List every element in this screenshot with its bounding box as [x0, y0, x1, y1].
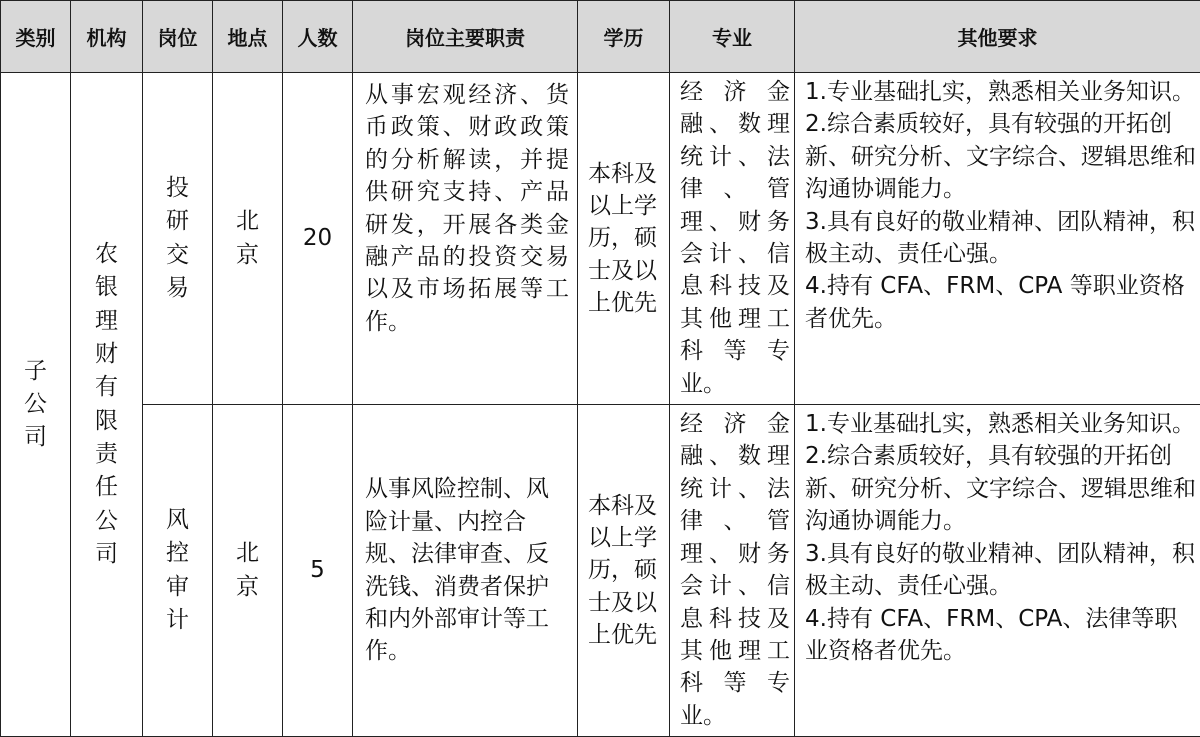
major-cell: 经济金融、数理统计、法律、管理、财务会计、信息科技及其他理工科等专业。 — [670, 405, 795, 737]
category-value: 子公司 — [23, 355, 47, 455]
category-cell — [1, 73, 71, 737]
requirement-item: 2.综合素质较好，具有较强的开拓创新、研究分析、文字综合、逻辑思维和沟通协调能力。 — [805, 440, 1196, 537]
institution-cell — [71, 73, 143, 737]
header-other: 其他要求 — [795, 1, 1200, 73]
header-position: 岗位 — [143, 1, 213, 73]
requirement-item: 1.专业基础扎实，熟悉相关业务知识。 — [805, 408, 1196, 440]
requirements-cell — [795, 405, 1200, 737]
header-duties: 岗位主要职责 — [353, 1, 578, 73]
location-value: 北京 — [235, 205, 259, 272]
location-cell — [213, 405, 283, 737]
header-major: 专业 — [670, 1, 795, 73]
header-category: 类别 — [1, 1, 71, 73]
count-cell: 5 — [283, 405, 353, 737]
education-cell: 本科及以上学历，硕士及以上优先 — [578, 73, 670, 405]
header-institution: 机构 — [71, 1, 143, 73]
position-cell — [143, 73, 213, 405]
education-cell: 本科及以上学历，硕士及以上优先 — [578, 405, 670, 737]
requirement-item: 3.具有良好的敬业精神、团队精神，积极主动、责任心强。 — [805, 538, 1196, 603]
table-row — [1, 405, 1200, 737]
location-value: 北京 — [235, 537, 259, 604]
requirements-cell — [795, 73, 1200, 405]
header-count: 人数 — [283, 1, 353, 73]
duties-cell: 从事宏观经济、货币政策、财政政策的分析解读，并提供研究支持、产品研发，开展各类金融产品的投资交易以及市场拓展等工作。 — [353, 73, 578, 405]
requirement-item: 2.综合素质较好，具有较强的开拓创新、研究分析、文字综合、逻辑思维和沟通协调能力。 — [805, 108, 1196, 205]
duties-cell: 从事风险控制、风险计量、内控合规、法律审查、反洗钱、消费者保护和内外部审计等工作。 — [353, 405, 578, 737]
requirement-item: 4.持有 CFA、FRM、CPA 等职业资格者优先。 — [805, 270, 1196, 335]
count-cell: 20 — [283, 73, 353, 405]
institution-value: 农银理财有限责任公司 — [94, 238, 118, 571]
header-location: 地点 — [213, 1, 283, 73]
position-cell — [143, 405, 213, 737]
requirement-item: 3.具有良好的敬业精神、团队精神，积极主动、责任心强。 — [805, 206, 1196, 271]
requirement-item: 1.专业基础扎实，熟悉相关业务知识。 — [805, 76, 1196, 108]
header-row — [1, 1, 1200, 73]
table-row — [1, 73, 1200, 405]
position-value: 投研交易 — [165, 172, 189, 305]
header-education: 学历 — [578, 1, 670, 73]
major-cell: 经济金融、数理统计、法律、管理、财务会计、信息科技及其他理工科等专业。 — [670, 73, 795, 405]
location-cell — [213, 73, 283, 405]
requirement-item: 4.持有 CFA、FRM、CPA、法律等职业资格者优先。 — [805, 603, 1196, 668]
position-value: 风控审计 — [165, 504, 189, 637]
